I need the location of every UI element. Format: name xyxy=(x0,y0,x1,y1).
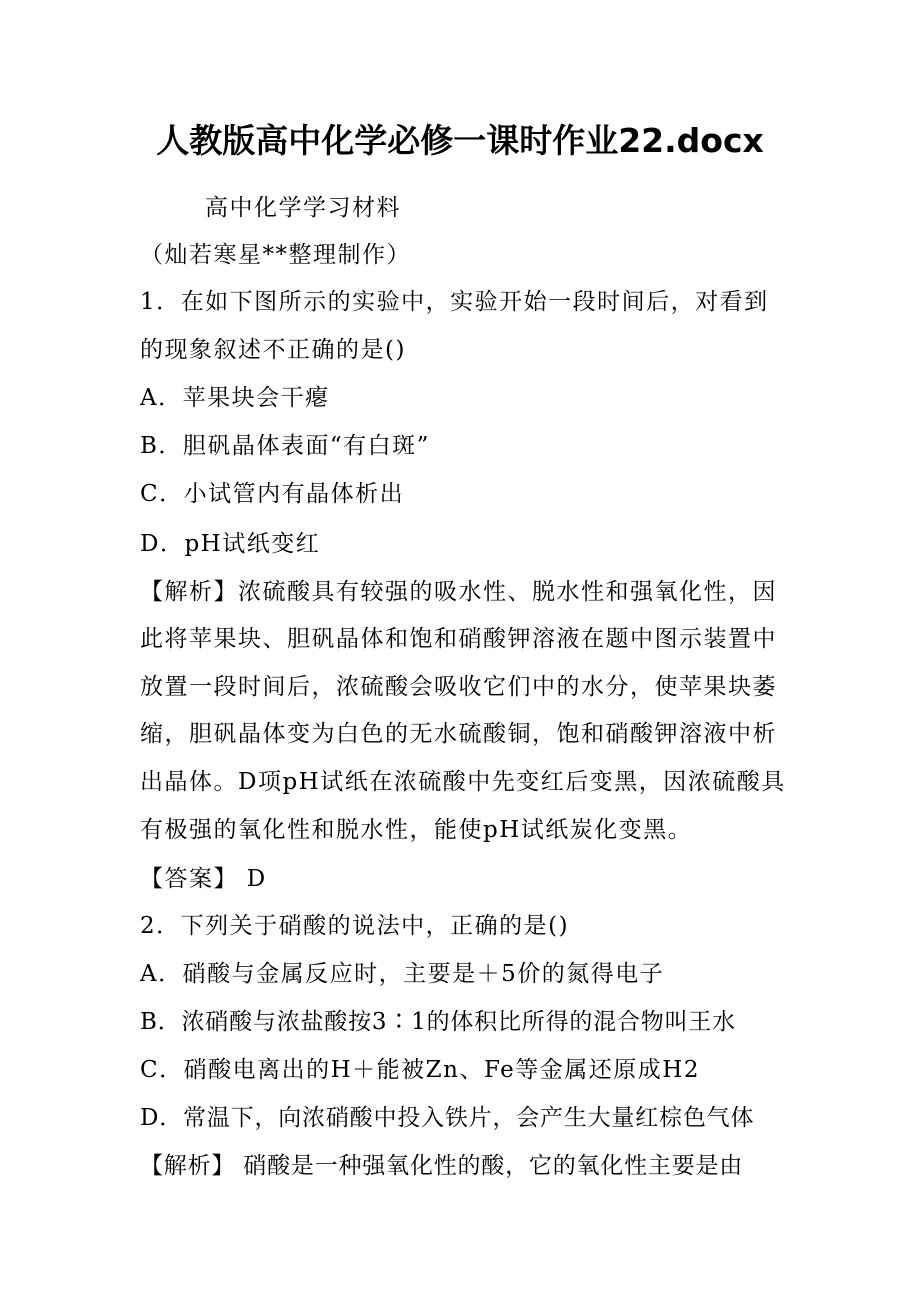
text-line: A．苹果块会干瘪 xyxy=(140,385,330,411)
document-title: 人教版高中化学必修一课时作业22.docx xyxy=(156,121,764,160)
text-line: C．硝酸电离出的H＋能被Zn、Fe等金属还原成H2 xyxy=(140,1057,700,1083)
text-line: 出晶体。D项pH试纸在浓硫酸中先变红后变黑，因浓硫酸具 xyxy=(140,769,786,795)
text-line: D．常温下，向浓硝酸中投入铁片，会产生大量红棕色气体 xyxy=(140,1105,755,1131)
answer-line: 【答案】 D xyxy=(140,866,267,892)
text-line: D．pH试纸变红 xyxy=(140,531,321,557)
text-line: 【解析】浓硫酸具有较强的吸水性、脱水性和强氧化性，因 xyxy=(140,579,777,605)
credit-line: （灿若寒星**整理制作） xyxy=(140,242,411,268)
text-line: 2．下列关于硝酸的说法中，正确的是() xyxy=(140,913,570,939)
text-line: 有极强的氧化性和脱水性，能使pH试纸炭化变黑。 xyxy=(140,817,693,843)
text-line: 1．在如下图所示的实验中，实验开始一段时间后，对看到 xyxy=(140,289,769,315)
text-line: A．硝酸与金属反应时，主要是＋5价的氮得电子 xyxy=(140,961,665,987)
text-line: 此将苹果块、胆矾晶体和饱和硝酸钾溶液在题中图示装置中 xyxy=(140,626,777,652)
text-line: C．小试管内有晶体析出 xyxy=(140,481,405,507)
subtitle: 高中化学学习材料 xyxy=(205,195,401,221)
text-line: 放置一段时间后，浓硫酸会吸收它们中的水分，使苹果块萎 xyxy=(140,674,777,700)
text-line: 缩，胆矾晶体变为白色的无水硫酸铜，饱和硝酸钾溶液中析 xyxy=(140,721,777,747)
text-line: 【解析】 硝酸是一种强氧化性的酸，它的氧化性主要是由 xyxy=(140,1153,744,1179)
text-line: B．胆矾晶体表面“有白斑” xyxy=(140,433,430,459)
text-line: 的现象叙述不正确的是() xyxy=(140,337,406,363)
text-line: B．浓硝酸与浓盐酸按3∶1的体积比所得的混合物叫王水 xyxy=(140,1009,736,1035)
